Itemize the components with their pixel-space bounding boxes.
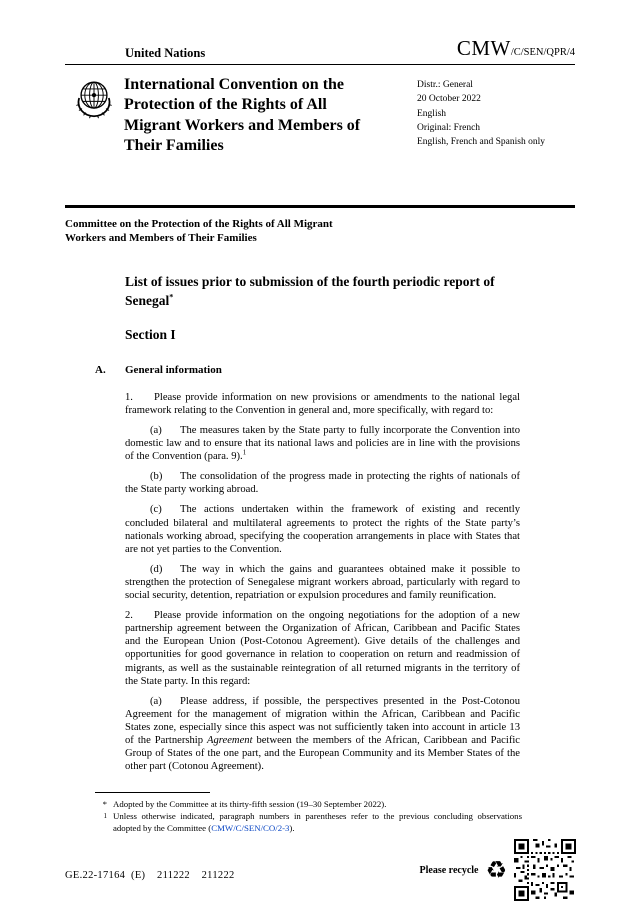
paragraph-1 <box>125 391 520 417</box>
header-rule <box>65 205 575 208</box>
recycle-icon: ♻ <box>485 856 507 884</box>
language-line: English <box>417 108 447 119</box>
distr-line: Distr.: General <box>417 80 473 90</box>
paragraph-2-number: 2. <box>125 610 133 622</box>
footnote-asterisk <box>95 799 522 811</box>
subsection-heading <box>95 364 520 376</box>
paragraph-2a-text-a: Please address, if possible, the perspectives presented in the Post-Cotonou Agreement for the management of migration within the African, Caribbean and Pacific States zone, especially since this aspect was not sufficiently taken into account in article 13 of the Partnership <box>125 695 520 746</box>
paragraph-1-number: 1. <box>125 391 133 403</box>
paragraph-1c-text: The actions undertaken within the framework of existing and recently concluded bilateral and multilateral agreements to protect the rights of the State party’s nationals working abroad, specifying the cooperation arrangements in place with States that are not yet parties to the Convention. <box>125 504 520 555</box>
paragraph-1a-marker: (a) <box>150 425 162 436</box>
qr-code <box>514 839 576 901</box>
main-content <box>95 273 520 773</box>
footnote-1-text-after: ). <box>289 822 295 833</box>
paragraph-1a <box>125 424 520 463</box>
section-heading: Section I <box>125 326 176 342</box>
org-name: United Nations <box>125 46 206 60</box>
paragraph-1b-text: The consolidation of the progress made in protecting the rights of nationals of the State party working abroad. <box>125 471 520 496</box>
footer-reference: GE.22-17164 (E) 211222 211222 <box>65 870 235 881</box>
body-text <box>125 391 520 773</box>
paragraph-2a-marker: (a) <box>150 695 162 707</box>
footnote-separator <box>95 792 210 793</box>
paragraph-2a-text-b: between the members of the African, Caribbean and Pacific Group of States of the one part, and the European Community and its Member States of the other part (Cotonou Agreement). <box>125 734 520 773</box>
document-title <box>125 273 520 309</box>
paragraph-2a-italic: Agreement <box>207 734 253 746</box>
recycle-label: Please recycle <box>419 864 479 876</box>
paragraph-1d <box>125 563 520 602</box>
doc-symbol-main: CMW <box>456 36 511 60</box>
footnote-1-marker: 1 <box>103 811 107 820</box>
footnote-1-text <box>113 811 522 835</box>
original-line: Original: French <box>417 122 481 133</box>
footnote-1 <box>95 811 522 835</box>
paragraph-1b <box>125 470 520 496</box>
paragraph-1d-marker: (d) <box>150 563 163 575</box>
footer-right <box>420 839 576 901</box>
header-main-row <box>65 65 575 157</box>
header-top-row <box>65 0 575 65</box>
document-symbol-link[interactable]: CMW/C/SEN/CO/2-3 <box>211 822 290 833</box>
paragraph-2a <box>125 695 520 774</box>
paragraph-1c <box>125 503 520 555</box>
date-line: 20 October 2022 <box>417 94 481 105</box>
footnote-asterisk-marker: * <box>102 799 107 809</box>
paragraph-2 <box>125 609 520 688</box>
committee-heading: Committee on the Protection of the Rights of All Migrant Workers and Members of Their Families <box>65 217 333 244</box>
paragraph-1d-text: The way in which the gains and guarantees obtained make it possible to strengthen the protection of Senegalese migrant workers abroad, particularly with regard to social security, detention, repatriation or expulsion procedures and family reunification. <box>125 563 520 602</box>
paragraph-1-text: Please provide information on new provisions or amendments to the national legal framework relating to the Convention in general and, more specifically, with regard to: <box>125 391 520 416</box>
subsection-marker: A. <box>95 363 106 376</box>
paragraph-1a-text: The measures taken by the State party to fully incorporate the Convention into domestic law and to ensure that its national laws and policies are in line with the provisions of the Convention (para. 9). <box>125 425 520 463</box>
title-footnote-marker: * <box>169 292 174 302</box>
doc-symbol <box>457 36 575 61</box>
subsection-title: General information <box>125 363 222 376</box>
footnote-1-reference: 1 <box>242 448 247 457</box>
doc-symbol-suffix: /C/SEN/QPR/4 <box>510 47 575 58</box>
header <box>65 0 575 208</box>
document-title-text: List of issues prior to submission of the fourth periodic report of Senegal <box>125 274 495 308</box>
footnote-asterisk-text: Adopted by the Committee at its thirty-fifth session (19–30 September 2022). <box>113 799 387 809</box>
paragraph-1c-marker: (c) <box>150 504 162 516</box>
paragraph-1b-marker: (b) <box>150 471 163 483</box>
languages-note: English, French and Spanish only <box>417 137 545 147</box>
footnote-1-text-before: Unless otherwise indicated, paragraph numbers in parentheses refer to the previous concluding observations adopted by the Committee ( <box>113 810 522 833</box>
un-emblem-icon <box>71 75 117 123</box>
footnotes <box>95 792 522 835</box>
paragraph-2-text: Please provide information on the ongoing negotiations for the adoption of a new partnership agreement between the Organization of African, Caribbean and Pacific States and the European Union (Post-Cotonou Agreement). Give details of the challenges and opportunities for good governance in relation to cooperation on return and readmission of migrants, as well as the sustainable reintegration of all returned migrants in the territory of the State party. In this regard: <box>125 610 520 687</box>
convention-title: International Convention on the Protection of the Rights of All Migrant Workers and Members of Their Families <box>124 76 361 155</box>
distribution-info <box>417 75 575 157</box>
